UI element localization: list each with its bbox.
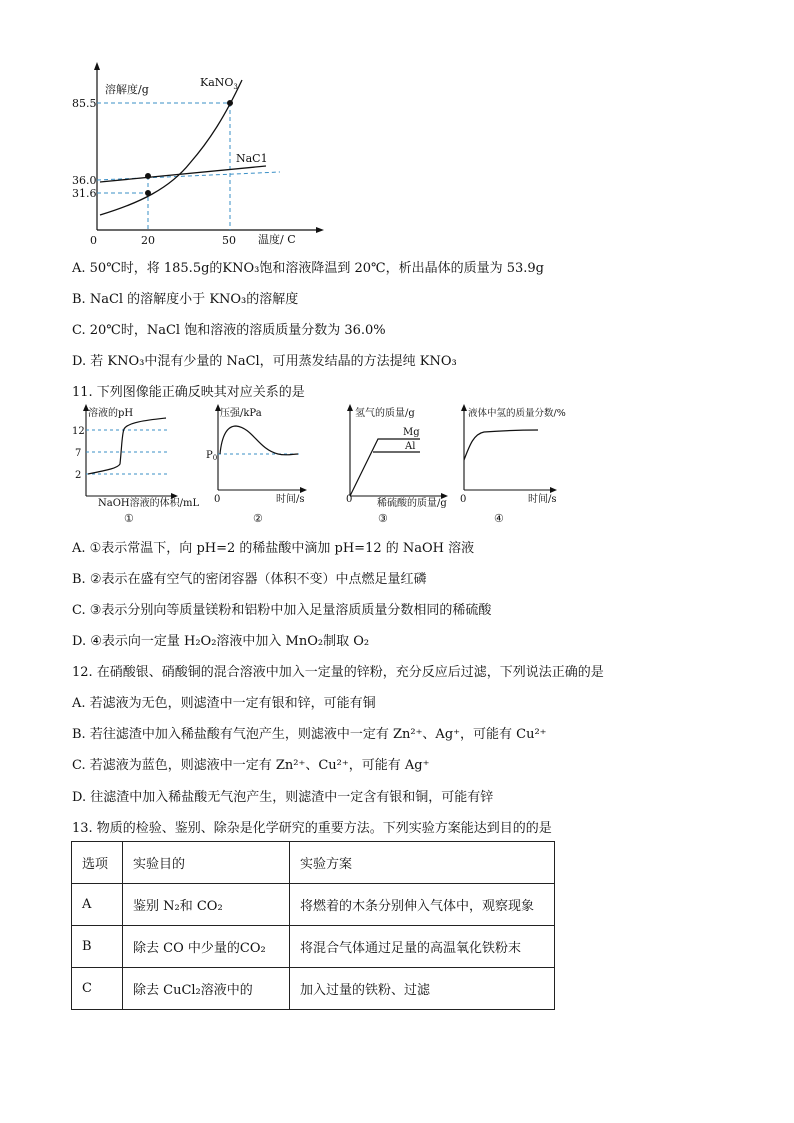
svg-text:溶液的pH: 溶液的pH (88, 408, 134, 419)
svg-text:P0: $P_0$ (206, 450, 218, 462)
x-tick-0: 0 (90, 234, 97, 247)
q10-option-a: A. 50℃时，将 185.5g的KNO₃饱和溶液降温到 20℃，析出晶体的质量为 53.9g (72, 261, 544, 276)
svg-text:12: 12 (72, 426, 85, 437)
experiment-table (71, 841, 555, 1010)
kno3-label: KaNO$_3$ (200, 76, 238, 91)
svg-text:时间/s: 时间/s (276, 494, 305, 505)
q12-option-b: B. 若往滤渣中加入稀盐酸有气泡产生，则滤液中一定有 Zn²⁺、Ag⁺，可能有 Cu²⁺ (72, 727, 547, 742)
solubility-graph (60, 58, 340, 248)
svg-text:7: 7 (75, 448, 82, 459)
table-cell: 将燃着的木条分别伸入气体中，观察现象 (290, 884, 555, 926)
svg-text:0: 0 (214, 494, 221, 505)
svg-text:NaOH溶液的体积/mL: NaOH溶液的体积/mL (98, 498, 200, 509)
svg-text:0: 0 (346, 494, 353, 505)
table-row (72, 968, 555, 1010)
y-tick-31-6: 31.6 (72, 187, 97, 200)
svg-text:液体中氢的质量分数/%: 液体中氢的质量分数/% (468, 408, 566, 419)
y-tick-36-0: 36.0 (72, 174, 97, 187)
q11-option-d: D. ④表示向一定量 H₂O₂溶液中加入 MnO₂制取 O₂ (72, 634, 370, 649)
table-header-cell: 实验方案 (290, 842, 555, 884)
svg-text:①: ① (124, 512, 134, 525)
svg-text:压强/kPa: 压强/kPa (220, 408, 262, 419)
svg-text:氢气的质量/g: 氢气的质量/g (355, 408, 415, 419)
y-axis-label: 溶解度/g (105, 83, 149, 96)
q12-option-c: C. 若滤液为蓝色，则滤液中一定有 Zn²⁺、Cu²⁺，可能有 Ag⁺ (72, 758, 430, 773)
svg-text:④: ④ (494, 512, 504, 525)
svg-text:Al: Al (405, 441, 416, 452)
q10-option-c: C. 20℃时，NaCl 饱和溶液的溶质质量分数为 36.0% (72, 323, 386, 338)
table-cell: B (72, 926, 123, 968)
svg-text:稀硫酸的质量/g: 稀硫酸的质量/g (377, 498, 447, 509)
graph-pressure (206, 404, 307, 525)
table-cell: 除去 CuCl₂溶液中的 (123, 968, 290, 1010)
table-row (72, 884, 555, 926)
svg-text:2: 2 (75, 470, 82, 481)
y-tick-85-5: 85.5 (72, 97, 97, 110)
svg-text:②: ② (253, 512, 263, 525)
q10-option-d: D. 若 KNO₃中混有少量的 NaCl，可用蒸发结晶的方法提纯 KNO₃ (72, 354, 457, 369)
x-tick-20: 20 (141, 234, 155, 247)
svg-text:0: 0 (460, 494, 467, 505)
q11-option-c: C. ③表示分别向等质量镁粉和铝粉中加入足量溶质质量分数相同的稀硫酸 (72, 603, 492, 618)
q12-option-a: A. 若滤液为无色，则滤渣中一定有银和锌，可能有铜 (72, 696, 376, 711)
table-cell: 除去 CO 中少量的CO₂ (123, 926, 290, 968)
graph-hydrogen-fraction (460, 404, 566, 525)
svg-text:Mg: Mg (403, 427, 420, 438)
graph-ph (72, 404, 199, 525)
x-axis-arrow (316, 227, 324, 233)
q10-option-b: B. NaCl 的溶解度小于 KNO₃的溶解度 (72, 292, 299, 307)
q11-option-b: B. ②表示在盛有空气的密闭容器（体积不变）中点燃足量红磷 (72, 572, 427, 587)
table-header-cell: 选项 (72, 842, 123, 884)
table-cell: 鉴别 N₂和 CO₂ (123, 884, 290, 926)
y-axis-arrow (94, 62, 100, 70)
svg-text:时间/s: 时间/s (528, 494, 557, 505)
kno3-curve (100, 80, 242, 215)
q13-stem: 13. 物质的检验、鉴别、除杂是化学研究的重要方法。下列实验方案能达到目的的是 (72, 821, 552, 836)
table-header-row (72, 842, 555, 884)
q11-option-a: A. ①表示常温下，向 pH=2 的稀盐酸中滴加 pH=12 的 NaOH 溶液 (72, 541, 475, 556)
table-cell: A (72, 884, 123, 926)
q12-option-d: D. 往滤渣中加入稀盐酸无气泡产生，则滤渣中一定含有银和铜，可能有锌 (72, 790, 494, 805)
svg-text:③: ③ (378, 512, 388, 525)
graph-hydrogen (346, 404, 448, 525)
q12-stem: 12. 在硝酸银、硝酸铜的混合溶液中加入一定量的锌粉，充分反应后过滤，下列说法正确的是 (72, 665, 604, 680)
q11-stem: 11. 下列图像能正确反映其对应关系的是 (72, 385, 305, 400)
nacl-line (100, 166, 266, 182)
table-cell: C (72, 968, 123, 1010)
table-row (72, 926, 555, 968)
nacl-label: NaC1 (236, 152, 268, 165)
table-cell: 将混合气体通过足量的高温氧化铁粉末 (290, 926, 555, 968)
q11-graphs (68, 404, 588, 528)
x-axis-label: 温度/ C (258, 233, 296, 246)
x-tick-50: 50 (222, 234, 236, 247)
table-cell: 加入过量的铁粉、过滤 (290, 968, 555, 1010)
table-header-cell: 实验目的 (123, 842, 290, 884)
